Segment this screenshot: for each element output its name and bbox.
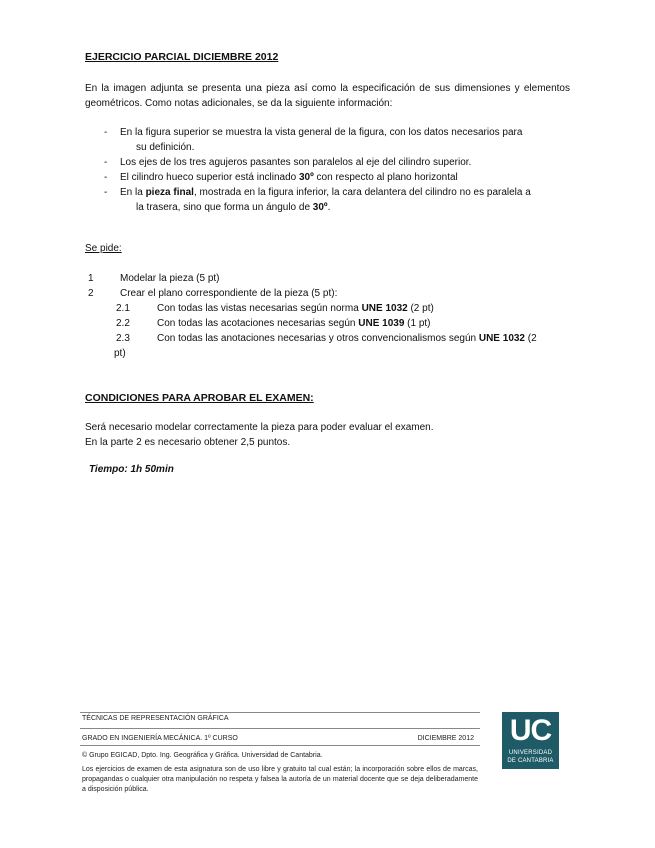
task-item [85, 286, 575, 301]
logo-mark: UC [509, 714, 552, 747]
exam-time: Tiempo: 1h 50min [89, 464, 174, 475]
task-number: 1 [88, 273, 94, 284]
subtask-norm: UNE 1039 [358, 318, 405, 329]
intro-paragraph: En la imagen adjunta se presenta una pieza así como la especificación de sus dimensiones y elementos geométricos. Como notas adicionales, se da la siguiente información: [85, 83, 570, 109]
subtask-norm: UNE 1032 [361, 303, 408, 314]
subtask-text-pre: Con todas las acotaciones necesarias según [157, 318, 359, 329]
bullet-dash: - [104, 187, 108, 198]
subtask-text [85, 331, 575, 346]
task-text: Modelar la pieza (5 pt) [120, 273, 220, 284]
note-text: En la figura superior se muestra la vista general de la figura, con los datos necesarios para [120, 127, 523, 138]
footer-copyright: © Grupo EGICAD, Dpto. Ing. Geográfica y Gráfica. Universidad de Cantabria. [82, 752, 323, 759]
subtask-number: 2.2 [116, 318, 130, 329]
note-item [85, 155, 570, 170]
note-text-cont: su definición. [136, 142, 195, 153]
task-list [85, 271, 575, 361]
note-item [85, 170, 570, 185]
subtask-text [85, 301, 575, 316]
condition-line: Será necesario modelar correctamente la pieza para poder evaluar el examen. [85, 422, 434, 433]
footer-rule [80, 712, 480, 713]
note-cont-pre: la trasera, sino que forma un ángulo de [136, 202, 313, 213]
condition-line: En la parte 2 es necesario obtener 2,5 puntos. [85, 437, 291, 448]
subtask-item [85, 301, 575, 316]
subtask-points: (2 pt) [407, 303, 434, 314]
subtask-points: (2 [525, 333, 537, 344]
footer-license: Los ejercicios de examen de esta asignatura son de uso libre y gratuito tal cual están; la incorporación sobre ellos de marcas, propagandas o cualquier otra manipulación no respeta y falsea la autoría de un material docente que se deja deliberadamente a disposición pública. [82, 766, 478, 793]
bullet-dash: - [104, 157, 108, 168]
task-number: 2 [88, 288, 94, 299]
subtask-item [85, 316, 575, 331]
note-cont-post: . [327, 202, 331, 213]
subtask-text-pre: Con todas las anotaciones necesarias y otros convencionalismos según [157, 333, 479, 344]
note-cont-bold: 30º [312, 202, 328, 213]
subtask-norm: UNE 1032 [478, 333, 525, 344]
note-item [85, 125, 570, 155]
task-item [85, 271, 575, 286]
subtask-number: 2.1 [116, 303, 130, 314]
subtask-text-pre: Con todas las vistas necesarias según norma [157, 303, 362, 314]
subtask-text-cont: pt) [114, 348, 126, 359]
note-text: El cilindro hueco superior está inclinado [120, 172, 299, 183]
footer-subject: TÉCNICAS DE REPRESENTACIÓN GRÁFICA [82, 715, 229, 722]
subtask-points: (1 pt) [404, 318, 431, 329]
note-text: Los ejes de los tres agujeros pasantes son paralelos al eje del cilindro superior. [120, 157, 472, 168]
note-item [85, 185, 570, 215]
note-bold: 30º [299, 172, 314, 183]
conditions-heading: CONDICIONES PARA APROBAR EL EXAMEN: [85, 392, 314, 404]
subtask-item [85, 331, 575, 361]
footer-rule [80, 745, 480, 746]
university-logo [502, 712, 559, 769]
bullet-dash: - [104, 127, 108, 138]
notes-list [85, 125, 570, 215]
subtask-number: 2.3 [116, 333, 130, 344]
conditions-text [85, 420, 434, 450]
footer-date: DICIEMBRE 2012 [417, 735, 474, 742]
note-text-cont [120, 200, 570, 215]
note-text-post: , mostrada en la figura inferior, la cara delantera del cilindro no es paralela a [193, 187, 531, 198]
note-text-post: con respecto al plano horizontal [313, 172, 458, 183]
logo-line: DE CANTABRIA [507, 758, 554, 764]
footer-rule [80, 728, 480, 729]
note-bold: pieza final [145, 187, 194, 198]
exam-title: EJERCICIO PARCIAL DICIEMBRE 2012 [85, 51, 279, 63]
se-pide-heading: Se pide: [85, 243, 122, 254]
task-text: Crear el plano correspondiente de la pieza (5 pt): [120, 288, 338, 299]
logo-line: UNIVERSIDAD [508, 750, 553, 756]
bullet-dash: - [104, 172, 108, 183]
footer-degree: GRADO EN INGENIERÍA MECÁNICA. 1º CURSO [82, 735, 238, 742]
subtask-text [85, 316, 575, 331]
note-text: En la [120, 187, 146, 198]
